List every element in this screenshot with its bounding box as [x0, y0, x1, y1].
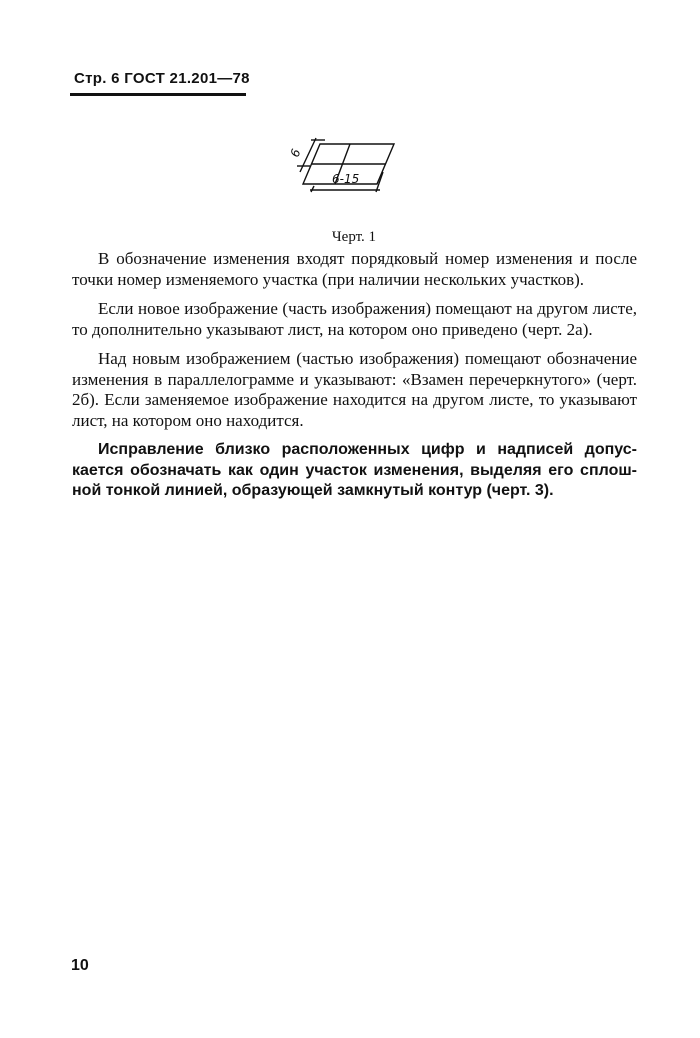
paragraph: Если новое изображение (часть изображения) помещают на другом листе, то дополнительно указывают лист, на котором оно приведено (черт. 2а).	[72, 299, 637, 339]
height-dimension-line	[300, 138, 316, 172]
running-head: Стр. 6 ГОСТ 21.201—78	[74, 70, 250, 87]
paragraph: В обозначение изменения входят порядковый номер изменения и после точки номер изменяемого участка (при наличии нескольких участков).	[72, 249, 637, 289]
dim-width-label: 6-15	[332, 172, 360, 186]
parallelogram-drawing	[280, 128, 430, 208]
width-ext-left	[311, 186, 314, 192]
figure-caption: Черт. 1	[331, 229, 377, 245]
page-number: 10	[71, 957, 89, 974]
paragraph: Над новым изображением (частью изображения) помещают обозначение изменения в параллелограмме и указывают: «Взамен перечеркнутого» (черт. 2б). Если заменяемое изображение находится на другом листе, то указывают лист, на котором оно находится.	[72, 349, 637, 430]
paragraph-bold: Исправление близко расположенных цифр и надписей допускается обозначать как один участок изменения, выделяя его сплошной тонкой линией, образующей замкнутый контур (черт. 3).	[72, 441, 637, 499]
header-rule	[70, 93, 246, 96]
body-text	[72, 249, 637, 511]
width-ext-right	[376, 172, 383, 192]
dim-height-label: 6	[287, 147, 304, 160]
parallelogram-figure	[280, 128, 430, 208]
